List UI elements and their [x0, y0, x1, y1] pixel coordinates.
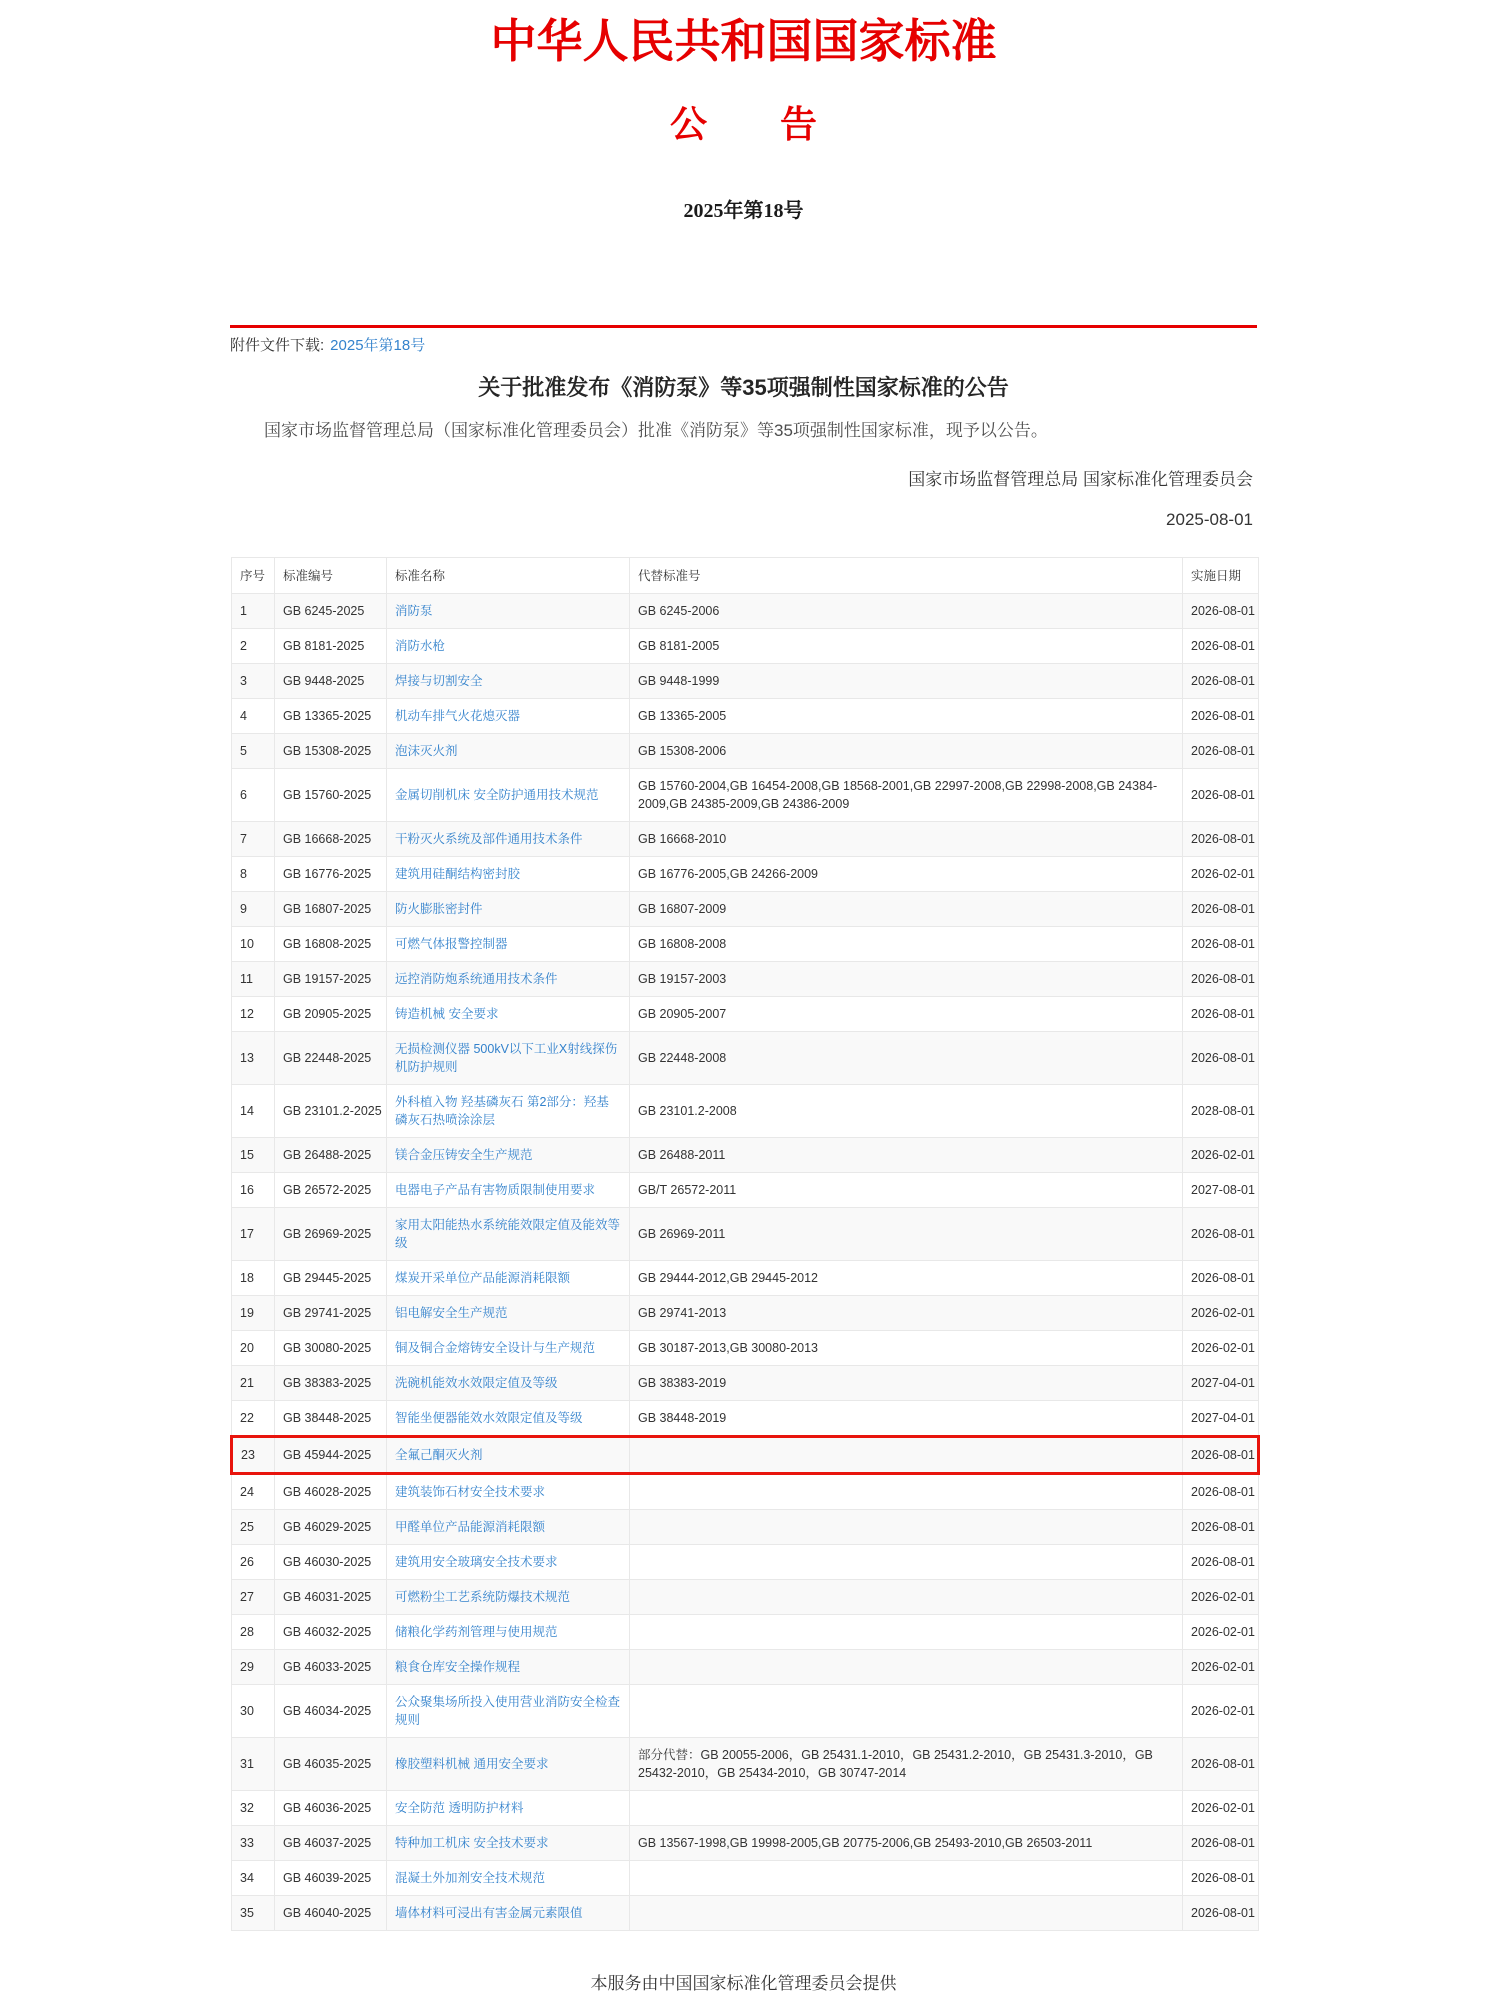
row-date: 2028-08-01	[1183, 1085, 1259, 1138]
table-header-row	[232, 558, 1259, 594]
standard-name-link[interactable]: 可燃气体报警控制器	[395, 937, 508, 951]
row-seq: 11	[232, 962, 275, 997]
row-replaced: GB 9448-1999	[630, 664, 1183, 699]
standard-name-link[interactable]: 消防水枪	[395, 639, 446, 653]
row-replaced: GB 16807-2009	[630, 892, 1183, 927]
row-seq: 4	[232, 699, 275, 734]
table-row	[232, 1826, 1259, 1861]
red-divider	[230, 325, 1257, 328]
row-seq: 7	[232, 822, 275, 857]
row-seq: 15	[232, 1138, 275, 1173]
row-replaced: GB 19157-2003	[630, 962, 1183, 997]
standard-name-link[interactable]: 粮食仓库安全操作规程	[395, 1660, 521, 1674]
row-code: GB 9448-2025	[275, 664, 387, 699]
attachment-label: 附件文件下载:	[230, 337, 325, 354]
row-seq: 20	[232, 1331, 275, 1366]
table-row	[232, 1296, 1259, 1331]
row-replaced	[630, 1510, 1183, 1545]
table-row	[232, 1896, 1259, 1931]
standards-table	[230, 557, 1260, 1931]
row-date: 2026-08-01	[1183, 734, 1259, 769]
standard-name-link[interactable]: 建筑用硅酮结构密封胶	[395, 867, 521, 881]
page-subtitle: 公 告	[670, 105, 835, 146]
row-code: GB 15760-2025	[275, 769, 387, 822]
row-date: 2027-04-01	[1183, 1401, 1259, 1437]
standard-name-link[interactable]: 家用太阳能热水系统能效限定值及能效等级	[395, 1218, 621, 1250]
table-row	[232, 1615, 1259, 1650]
row-replaced: GB 15760-2004,GB 16454-2008,GB 18568-2001,GB 22997-2008,GB 22998-2008,GB 24384-2009,GB 24385-2009,GB 24386-2009	[630, 769, 1183, 822]
row-date: 2026-08-01	[1183, 1437, 1259, 1474]
row-code: GB 8181-2025	[275, 629, 387, 664]
standard-name-link[interactable]: 镁合金压铸安全生产规范	[395, 1148, 533, 1162]
standard-name-link[interactable]: 可燃粉尘工艺系统防爆技术规范	[395, 1590, 571, 1604]
table-row	[232, 1401, 1259, 1437]
row-seq: 31	[232, 1738, 275, 1791]
standard-name-link[interactable]: 消防泵	[395, 604, 433, 618]
row-replaced	[630, 1896, 1183, 1931]
table-row	[232, 594, 1259, 629]
row-code: GB 20905-2025	[275, 997, 387, 1032]
row-replaced	[630, 1437, 1183, 1474]
table-row	[232, 1510, 1259, 1545]
table-row	[232, 734, 1259, 769]
table-row	[232, 1173, 1259, 1208]
row-date: 2026-08-01	[1183, 927, 1259, 962]
row-seq: 29	[232, 1650, 275, 1685]
table-row	[232, 1437, 1259, 1474]
row-date: 2026-08-01	[1183, 699, 1259, 734]
row-code: GB 46030-2025	[275, 1545, 387, 1580]
article-issuer: 国家市场监督管理总局 国家标准化管理委员会	[908, 470, 1253, 489]
row-code: GB 29741-2025	[275, 1296, 387, 1331]
row-replaced: GB 6245-2006	[630, 594, 1183, 629]
row-date: 2026-08-01	[1183, 892, 1259, 927]
row-seq: 6	[232, 769, 275, 822]
attachment-row	[230, 336, 1257, 356]
standard-name-link[interactable]: 铜及铜合金熔铸安全设计与生产规范	[395, 1341, 596, 1355]
row-replaced	[630, 1474, 1183, 1510]
table-row	[232, 629, 1259, 664]
row-replaced: GB 13365-2005	[630, 699, 1183, 734]
standard-name-link[interactable]: 公众聚集场所投入使用营业消防安全检查规则	[395, 1695, 621, 1727]
table-row	[232, 927, 1259, 962]
row-replaced	[630, 1685, 1183, 1738]
row-seq: 23	[232, 1437, 275, 1474]
col-header-name: 标准名称	[387, 558, 630, 594]
row-code: GB 26969-2025	[275, 1208, 387, 1261]
row-replaced: GB 16668-2010	[630, 822, 1183, 857]
row-code: GB 38383-2025	[275, 1366, 387, 1401]
table-row	[232, 892, 1259, 927]
row-date: 2026-02-01	[1183, 1580, 1259, 1615]
standard-name-link[interactable]: 无损检测仪器 500kV以下工业X射线探伤机防护规则	[395, 1042, 618, 1074]
row-date: 2026-08-01	[1183, 1208, 1259, 1261]
row-code: GB 29445-2025	[275, 1261, 387, 1296]
row-replaced: GB 20905-2007	[630, 997, 1183, 1032]
row-date: 2027-04-01	[1183, 1366, 1259, 1401]
page-footer: 本服务由中国国家标准化管理委员会提供	[590, 1974, 897, 1993]
row-seq: 16	[232, 1173, 275, 1208]
standard-name-link[interactable]: 建筑装饰石材安全技术要求	[395, 1485, 546, 1499]
row-code: GB 23101.2-2025	[275, 1085, 387, 1138]
row-seq: 12	[232, 997, 275, 1032]
row-date: 2026-02-01	[1183, 1331, 1259, 1366]
row-date: 2026-02-01	[1183, 1615, 1259, 1650]
standard-name-link[interactable]: 橡胶塑料机械 通用安全要求	[395, 1757, 549, 1771]
row-seq: 5	[232, 734, 275, 769]
table-row	[232, 1261, 1259, 1296]
page-title: 中华人民共和国国家标准	[490, 16, 997, 67]
standard-name-link[interactable]: 电器电子产品有害物质限制使用要求	[395, 1183, 596, 1197]
row-date: 2026-08-01	[1183, 1896, 1259, 1931]
table-row	[232, 1650, 1259, 1685]
row-seq: 13	[232, 1032, 275, 1085]
row-replaced: GB 26488-2011	[630, 1138, 1183, 1173]
table-row	[232, 857, 1259, 892]
row-seq: 32	[232, 1791, 275, 1826]
standard-name-link[interactable]: 煤炭开采单位产品能源消耗限额	[395, 1271, 571, 1285]
table-row	[232, 1032, 1259, 1085]
row-code: GB 22448-2025	[275, 1032, 387, 1085]
row-code: GB 46031-2025	[275, 1580, 387, 1615]
row-replaced: GB/T 26572-2011	[630, 1173, 1183, 1208]
row-seq: 1	[232, 594, 275, 629]
row-code: GB 46035-2025	[275, 1738, 387, 1791]
row-replaced: GB 29741-2013	[630, 1296, 1183, 1331]
row-replaced: GB 26969-2011	[630, 1208, 1183, 1261]
row-seq: 19	[232, 1296, 275, 1331]
standard-name-link[interactable]: 特种加工机床 安全技术要求	[395, 1836, 549, 1850]
col-header-date: 实施日期	[1183, 558, 1259, 594]
row-date: 2026-08-01	[1183, 664, 1259, 699]
article-date: 2025-08-01	[1166, 510, 1253, 529]
row-code: GB 46036-2025	[275, 1791, 387, 1826]
row-date: 2026-08-01	[1183, 769, 1259, 822]
row-seq: 26	[232, 1545, 275, 1580]
table-row	[232, 1085, 1259, 1138]
row-replaced: GB 29444-2012,GB 29445-2012	[630, 1261, 1183, 1296]
table-row	[232, 769, 1259, 822]
row-code: GB 13365-2025	[275, 699, 387, 734]
standard-name-link[interactable]: 智能坐便器能效水效限定值及等级	[395, 1411, 583, 1425]
row-date: 2026-08-01	[1183, 629, 1259, 664]
row-date: 2026-08-01	[1183, 1261, 1259, 1296]
standard-name-link[interactable]: 防火膨胀密封件	[395, 902, 483, 916]
table-row	[232, 699, 1259, 734]
row-seq: 3	[232, 664, 275, 699]
row-replaced: GB 38383-2019	[630, 1366, 1183, 1401]
row-seq: 33	[232, 1826, 275, 1861]
row-replaced	[630, 1615, 1183, 1650]
table-row	[232, 1138, 1259, 1173]
row-seq: 14	[232, 1085, 275, 1138]
row-seq: 2	[232, 629, 275, 664]
standard-name-link[interactable]: 金属切削机床 安全防护通用技术规范	[395, 788, 599, 802]
row-code: GB 46029-2025	[275, 1510, 387, 1545]
row-seq: 24	[232, 1474, 275, 1510]
standard-name-link[interactable]: 铝电解安全生产规范	[395, 1306, 508, 1320]
row-date: 2026-02-01	[1183, 1685, 1259, 1738]
row-replaced: GB 15308-2006	[630, 734, 1183, 769]
row-code: GB 46033-2025	[275, 1650, 387, 1685]
row-date: 2026-08-01	[1183, 1545, 1259, 1580]
row-code: GB 26572-2025	[275, 1173, 387, 1208]
article-title: 关于批准发布《消防泵》等35项强制性国家标准的公告	[478, 375, 1009, 400]
row-replaced: GB 38448-2019	[630, 1401, 1183, 1437]
row-seq: 9	[232, 892, 275, 927]
row-replaced	[630, 1861, 1183, 1896]
row-seq: 22	[232, 1401, 275, 1437]
row-code: GB 16668-2025	[275, 822, 387, 857]
row-code: GB 16776-2025	[275, 857, 387, 892]
standard-name-link[interactable]: 机动车排气火花熄灭器	[395, 709, 521, 723]
row-date: 2026-08-01	[1183, 962, 1259, 997]
issue-number: 2025年第18号	[683, 200, 804, 222]
table-row	[232, 1331, 1259, 1366]
table-row	[232, 1545, 1259, 1580]
standard-name-link[interactable]: 远控消防炮系统通用技术条件	[395, 972, 558, 986]
row-seq: 18	[232, 1261, 275, 1296]
row-replaced: GB 23101.2-2008	[630, 1085, 1183, 1138]
col-header-replaced: 代替标准号	[630, 558, 1183, 594]
row-date: 2026-02-01	[1183, 1791, 1259, 1826]
row-date: 2026-08-01	[1183, 997, 1259, 1032]
row-replaced	[630, 1545, 1183, 1580]
standard-name-link[interactable]: 干粉灭火系统及部件通用技术条件	[395, 832, 583, 846]
table-row	[232, 962, 1259, 997]
row-date: 2026-08-01	[1183, 1826, 1259, 1861]
row-seq: 34	[232, 1861, 275, 1896]
table-row	[232, 664, 1259, 699]
row-seq: 25	[232, 1510, 275, 1545]
row-seq: 35	[232, 1896, 275, 1931]
standard-name-link[interactable]: 铸造机械 安全要求	[395, 1007, 499, 1021]
row-code: GB 16807-2025	[275, 892, 387, 927]
table-row	[232, 822, 1259, 857]
row-replaced	[630, 1580, 1183, 1615]
row-code: GB 46039-2025	[275, 1861, 387, 1896]
table-row	[232, 1738, 1259, 1791]
standard-name-link[interactable]: 泡沫灭火剂	[395, 744, 458, 758]
row-replaced: GB 30187-2013,GB 30080-2013	[630, 1331, 1183, 1366]
standard-name-link[interactable]: 洗碗机能效水效限定值及等级	[395, 1376, 558, 1390]
row-code: GB 30080-2025	[275, 1331, 387, 1366]
row-seq: 30	[232, 1685, 275, 1738]
table-row	[232, 1685, 1259, 1738]
announcement-page	[230, 0, 1257, 2015]
row-date: 2026-08-01	[1183, 594, 1259, 629]
row-replaced: GB 13567-1998,GB 19998-2005,GB 20775-2006,GB 25493-2010,GB 26503-2011	[630, 1826, 1183, 1861]
standard-name-link[interactable]: 安全防范 透明防护材料	[395, 1801, 524, 1815]
row-replaced: GB 8181-2005	[630, 629, 1183, 664]
row-date: 2026-08-01	[1183, 1474, 1259, 1510]
row-seq: 17	[232, 1208, 275, 1261]
row-code: GB 46028-2025	[275, 1474, 387, 1510]
table-row	[232, 1474, 1259, 1510]
row-seq: 28	[232, 1615, 275, 1650]
row-date: 2026-08-01	[1183, 1510, 1259, 1545]
row-seq: 21	[232, 1366, 275, 1401]
standard-name-link[interactable]: 甲醛单位产品能源消耗限额	[395, 1520, 546, 1534]
col-header-seq: 序号	[232, 558, 275, 594]
row-seq: 27	[232, 1580, 275, 1615]
row-code: GB 19157-2025	[275, 962, 387, 997]
row-date: 2026-02-01	[1183, 1138, 1259, 1173]
row-code: GB 38448-2025	[275, 1401, 387, 1437]
row-date: 2026-08-01	[1183, 1738, 1259, 1791]
row-date: 2026-08-01	[1183, 822, 1259, 857]
row-code: GB 26488-2025	[275, 1138, 387, 1173]
row-replaced: GB 16808-2008	[630, 927, 1183, 962]
table-row	[232, 1791, 1259, 1826]
table-row	[232, 1861, 1259, 1896]
row-replaced	[630, 1650, 1183, 1685]
row-code: GB 45944-2025	[275, 1437, 387, 1474]
table-row	[232, 1580, 1259, 1615]
col-header-code: 标准编号	[275, 558, 387, 594]
row-date: 2026-08-01	[1183, 1032, 1259, 1085]
row-seq: 10	[232, 927, 275, 962]
row-code: GB 46037-2025	[275, 1826, 387, 1861]
row-replaced: GB 16776-2005,GB 24266-2009	[630, 857, 1183, 892]
row-code: GB 46034-2025	[275, 1685, 387, 1738]
row-date: 2026-02-01	[1183, 1296, 1259, 1331]
row-replaced: 部分代替：GB 20055-2006，GB 25431.1-2010，GB 25431.2-2010，GB 25431.3-2010，GB 25432-2010，GB 25434-2010，GB 30747-2014	[630, 1738, 1183, 1791]
row-code: GB 15308-2025	[275, 734, 387, 769]
row-seq: 8	[232, 857, 275, 892]
table-row	[232, 1366, 1259, 1401]
row-date: 2027-08-01	[1183, 1173, 1259, 1208]
standard-name-link[interactable]: 建筑用安全玻璃安全技术要求	[395, 1555, 558, 1569]
standard-name-link[interactable]: 墙体材料可浸出有害金属元素限值	[395, 1906, 583, 1920]
standard-name-link[interactable]: 焊接与切割安全	[395, 674, 483, 688]
row-code: GB 6245-2025	[275, 594, 387, 629]
table-row	[232, 997, 1259, 1032]
table-row	[232, 1208, 1259, 1261]
attachment-link[interactable]: 2025年第18号	[330, 337, 426, 354]
standard-name-link[interactable]: 外科植入物 羟基磷灰石 第2部分：羟基磷灰石热喷涂涂层	[395, 1095, 609, 1127]
row-date: 2026-02-01	[1183, 857, 1259, 892]
row-replaced	[630, 1791, 1183, 1826]
row-date: 2026-08-01	[1183, 1861, 1259, 1896]
article-body: 国家市场监督管理总局（国家标准化管理委员会）批准《消防泵》等35项强制性国家标准，现予以公告。	[264, 421, 1048, 440]
row-code: GB 16808-2025	[275, 927, 387, 962]
standard-name-link[interactable]: 储粮化学药剂管理与使用规范	[395, 1625, 558, 1639]
row-date: 2026-02-01	[1183, 1650, 1259, 1685]
standard-name-link[interactable]: 混凝土外加剂安全技术规范	[395, 1871, 546, 1885]
row-code: GB 46040-2025	[275, 1896, 387, 1931]
row-replaced: GB 22448-2008	[630, 1032, 1183, 1085]
row-code: GB 46032-2025	[275, 1615, 387, 1650]
standard-name-link[interactable]: 全氟己酮灭火剂	[395, 1448, 483, 1462]
